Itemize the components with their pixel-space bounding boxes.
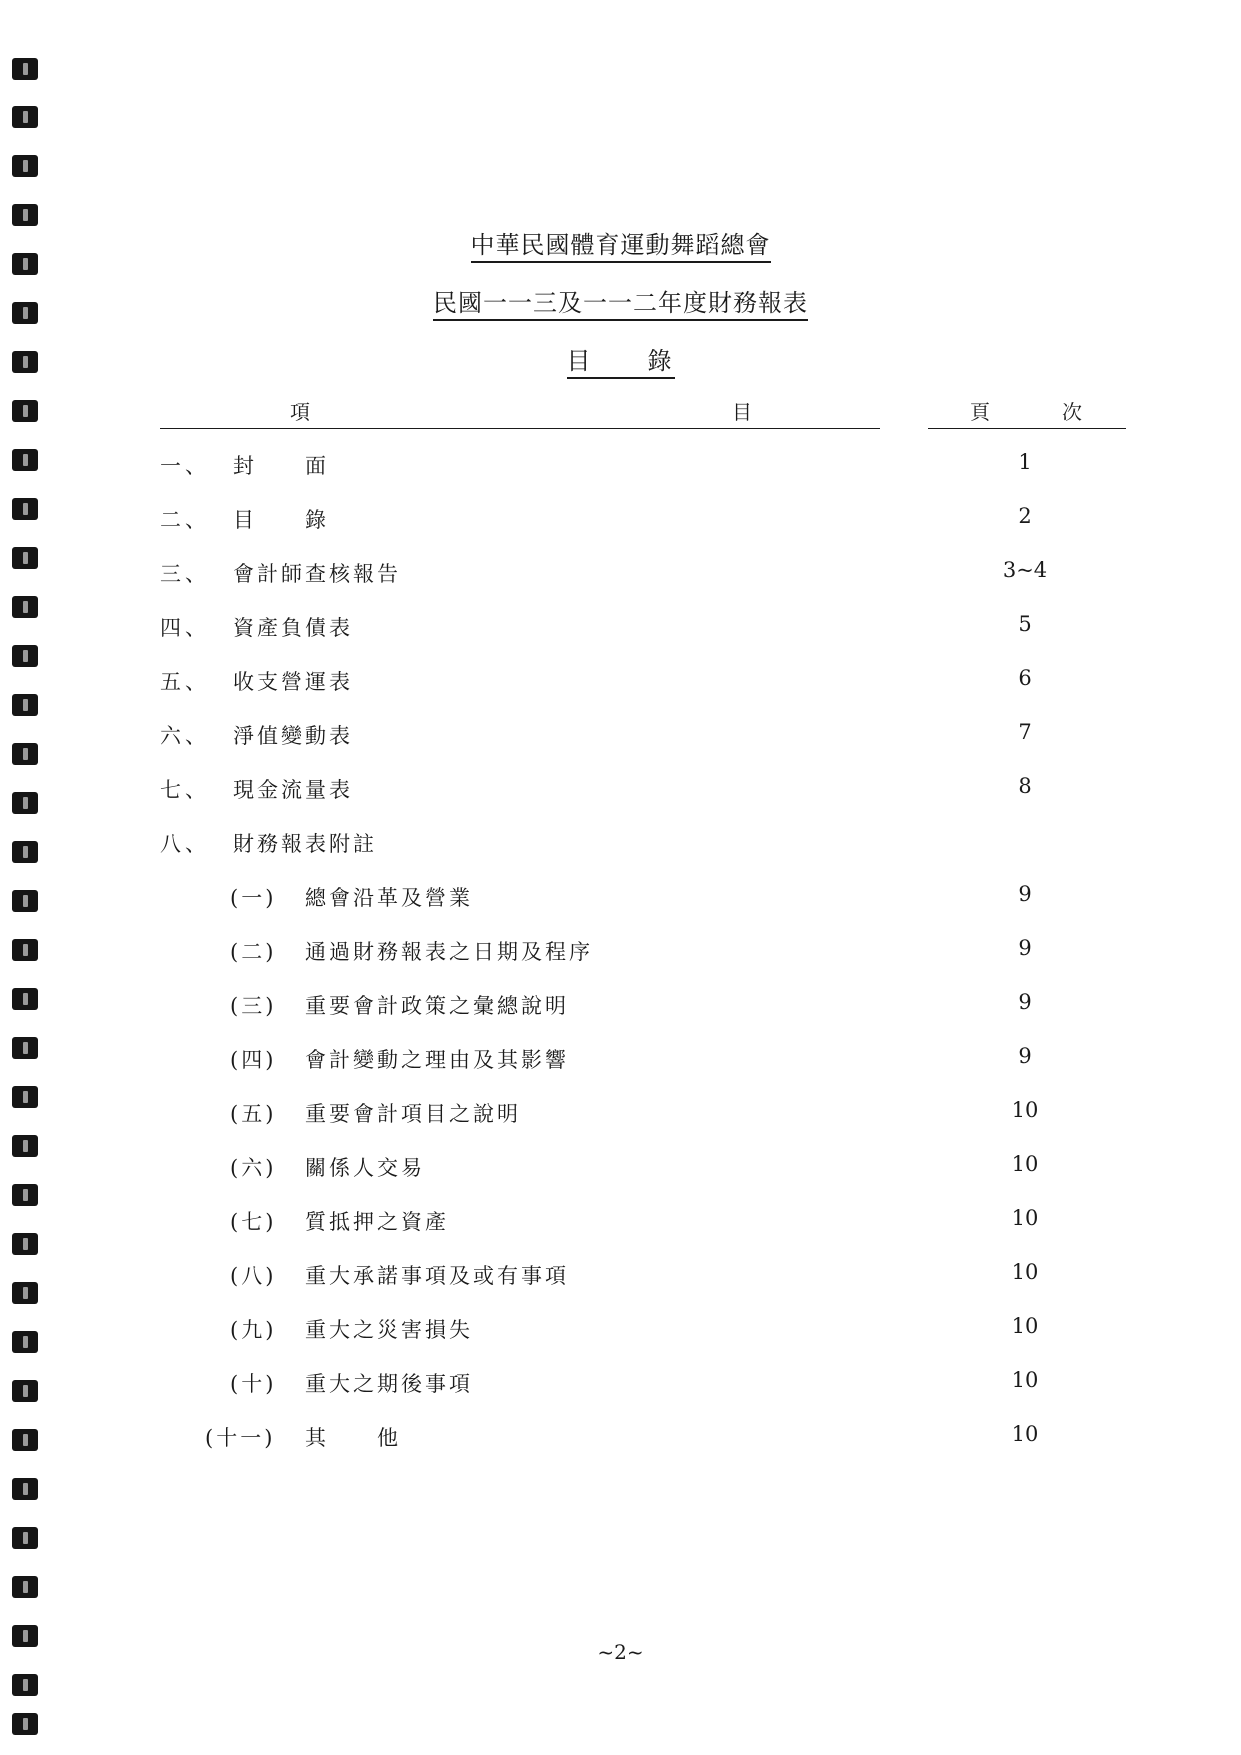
subentry-page: 9: [1018, 990, 1032, 1014]
toc-subentry: [0, 1206, 1241, 1240]
subentry-label: 重要會計政策之彙總說明: [305, 994, 569, 1018]
binding-ring: [12, 204, 38, 226]
entry-label: 封 面: [233, 454, 329, 478]
entry-number: 五、: [160, 670, 210, 694]
toc-subentry: [0, 1314, 1241, 1348]
toc-subentry: [0, 1098, 1241, 1132]
subentry-number: (四): [230, 1048, 277, 1072]
toc-subentry: [0, 1260, 1241, 1294]
subentry-number: (七): [230, 1210, 277, 1234]
subentry-page: 9: [1018, 1044, 1032, 1068]
toc-entry: [0, 774, 1241, 808]
subentry-page: 9: [1018, 882, 1032, 906]
binding-ring: [12, 1527, 38, 1549]
subentry-label: 關係人交易: [305, 1156, 425, 1180]
page-number-footer: ~2~: [597, 1640, 644, 1664]
entry-number: 一、: [160, 454, 210, 478]
toc-entry: [0, 612, 1241, 646]
binding-ring: [12, 155, 38, 177]
subentry-label: 重要會計項目之說明: [305, 1102, 521, 1126]
organization-title-text: 中華民國體育運動舞蹈總會: [471, 231, 771, 263]
subentry-page: 9: [1018, 936, 1032, 960]
subentry-number: (八): [230, 1264, 277, 1288]
toc-entry: [0, 450, 1241, 484]
entry-number: 七、: [160, 778, 210, 802]
toc-entry: [0, 828, 1241, 862]
entry-label: 財務報表附註: [233, 832, 377, 856]
entry-label: 會計師查核報告: [233, 562, 401, 586]
binding-ring: [12, 1478, 38, 1500]
toc-entry: [0, 666, 1241, 700]
subentry-number: (一): [230, 886, 277, 910]
subentry-page: 10: [1011, 1422, 1039, 1446]
binding-ring: [12, 106, 38, 128]
binding-ring: [12, 58, 38, 80]
subentry-page: 10: [1011, 1368, 1039, 1392]
organization-title: [0, 225, 1241, 260]
toc-subentry: [0, 1152, 1241, 1186]
subentry-label: 其 他: [305, 1426, 401, 1450]
entry-page: 2: [1018, 504, 1032, 528]
binding-ring: [12, 1184, 38, 1206]
entry-label: 目 錄: [233, 508, 329, 532]
subentry-label: 會計變動之理由及其影響: [305, 1048, 569, 1072]
toc-title-text: 目 錄: [567, 347, 675, 379]
toc-entry: [0, 720, 1241, 754]
subentry-page: 10: [1011, 1098, 1039, 1122]
subentry-number: (九): [230, 1318, 277, 1342]
subentry-number: (三): [230, 994, 277, 1018]
entry-page: 8: [1018, 774, 1032, 798]
subentry-page: 10: [1011, 1152, 1039, 1176]
subentry-label: 重大之災害損失: [305, 1318, 473, 1342]
entry-number: 六、: [160, 724, 210, 748]
subentry-number: (十): [230, 1372, 277, 1396]
entry-label: 資產負債表: [233, 616, 353, 640]
toc-entry: [0, 504, 1241, 538]
toc-subentry: [0, 1422, 1241, 1456]
subentry-number: (五): [230, 1102, 277, 1126]
subentry-label: 重大之期後事項: [305, 1372, 473, 1396]
subentry-page: 10: [1011, 1314, 1039, 1338]
item-column-rule: [160, 428, 880, 429]
toc-subentry: [0, 936, 1241, 970]
subentry-label: 總會沿革及營業: [305, 886, 473, 910]
toc-subentry: [0, 1368, 1241, 1402]
subentry-number: (十一): [205, 1426, 276, 1450]
binding-ring: [12, 1576, 38, 1598]
subentry-label: 重大承諾事項及或有事項: [305, 1264, 569, 1288]
subentry-label: 通過財務報表之日期及程序: [305, 940, 593, 964]
entry-number: 三、: [160, 562, 210, 586]
subentry-number: (六): [230, 1156, 277, 1180]
column-header-item-left: 項: [290, 400, 310, 424]
toc-entry: [0, 558, 1241, 592]
binding-ring: [12, 1713, 38, 1735]
entry-page: 5: [1018, 612, 1032, 636]
report-title-text: 民國一一三及一一二年度財務報表: [433, 289, 808, 321]
subentry-number: (二): [230, 940, 277, 964]
entry-page: 6: [1018, 666, 1032, 690]
entry-number: 八、: [160, 832, 210, 856]
subentry-page: 10: [1011, 1260, 1039, 1284]
subentry-label: 質抵押之資產: [305, 1210, 449, 1234]
entry-label: 現金流量表: [233, 778, 353, 802]
binding-ring: [12, 645, 38, 667]
column-header-page-right: 次: [1062, 400, 1082, 424]
toc-subentry: [0, 1044, 1241, 1078]
page-column-rule: [928, 428, 1126, 429]
column-header-page-left: 頁: [970, 400, 990, 424]
binding-ring: [12, 1674, 38, 1696]
toc-title: [0, 341, 1241, 376]
report-title: [0, 283, 1241, 318]
entry-page: 3~4: [1002, 558, 1048, 582]
toc-subentry: [0, 882, 1241, 916]
binding-ring: [12, 400, 38, 422]
entry-label: 淨值變動表: [233, 724, 353, 748]
entry-label: 收支營運表: [233, 670, 353, 694]
column-header-item-right: 目: [732, 400, 752, 424]
entry-number: 四、: [160, 616, 210, 640]
toc-subentry: [0, 990, 1241, 1024]
entry-page: 1: [1018, 450, 1032, 474]
subentry-page: 10: [1011, 1206, 1039, 1230]
entry-number: 二、: [160, 508, 210, 532]
entry-page: 7: [1018, 720, 1032, 744]
